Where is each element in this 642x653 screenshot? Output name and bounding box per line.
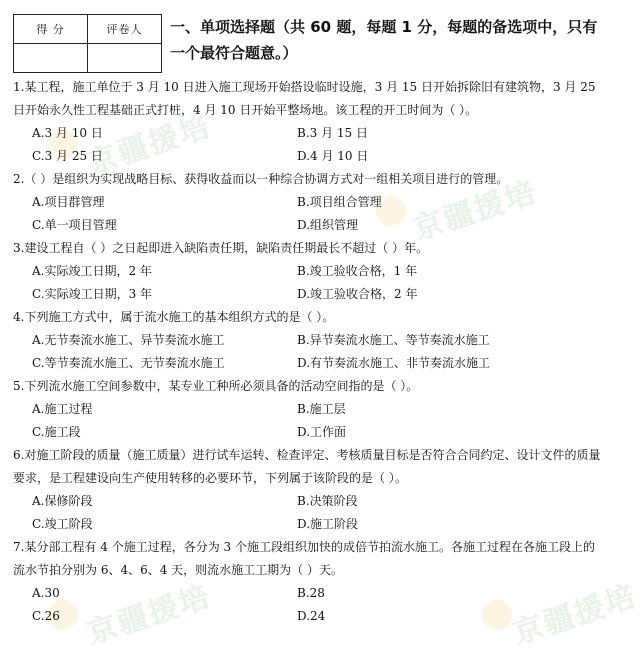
section-title: 一、单项选择题（共 60 题，每题 1 分，每题的备选项中，只有一个最符合题意。）	[170, 18, 598, 62]
option-b: B.决策阶段	[297, 494, 358, 508]
question-text: 1.某工程，施工单位于 3 月 10 日进入施工现场开始搭设临时设施，3 月 15 日开始拆除旧有建筑物，3 月 25 日开始永久性工程基础正式打桩，4 月 10 日开始平整场地。该工程的开工时间为（ ）。	[13, 80, 596, 117]
option-b: B.3 月 15 日	[297, 126, 368, 140]
option-d: D.工作面	[297, 425, 347, 439]
question-2	[13, 168, 601, 237]
score-table	[13, 14, 162, 73]
option-a: A.无节奏流水施工、异节奏流水施工	[32, 333, 225, 347]
option-a: A.施工过程	[32, 402, 93, 416]
question-text: 4.下列施工方式中，属于流水施工的基本组织方式的是（ ）。	[13, 310, 335, 324]
question-5	[13, 375, 601, 444]
options	[13, 329, 601, 375]
option-d: D.组织管理	[297, 218, 359, 232]
question-text: 7.某分部工程有 4 个施工过程，各分为 3 个施工段组织加快的成倍节拍流水施工。各施工过程在各施工段上的流水节拍分别为 6、4、6、4 天，则流水施工工期为（ ）天。	[13, 540, 595, 577]
question-4	[13, 306, 601, 375]
option-a: A.30	[32, 586, 60, 600]
question-6	[13, 444, 601, 536]
question-text: 5.下列流水施工空间参数中，某专业工种所必须具备的活动空间指的是（ ）。	[13, 379, 419, 393]
watermark-text: 京疆援培	[82, 108, 216, 182]
question-text: 2.（ ）是组织为实现战略目标、获得收益而以一种综合协调方式对一组相关项目进行的管理。	[13, 172, 509, 186]
option-c: C.26	[32, 609, 60, 623]
option-b: B.项目组合管理	[297, 195, 382, 209]
option-b: B.异节奏流水施工、等节奏流水施工	[297, 333, 490, 347]
options	[13, 582, 601, 628]
option-c: C.单一项目管理	[32, 218, 117, 232]
question-1	[13, 76, 601, 168]
question-7	[13, 536, 601, 628]
option-d: D.竣工验收合格，2 年	[297, 287, 418, 301]
option-a: A.实际竣工日期，2 年	[32, 264, 152, 278]
options	[13, 260, 601, 306]
option-a: A.保修阶段	[32, 494, 93, 508]
option-b: B.竣工验收合格，1 年	[297, 264, 418, 278]
question-3	[13, 237, 601, 306]
watermark-text: 京疆援培	[82, 578, 216, 652]
question-text: 6.对施工阶段的质量（施工质量）进行试车运转、检查评定、考核质量目标是否符合合同约定、设计文件的质量要求，是工程建设向生产使用转移的必要环节，下列属于该阶段的是（ ）。	[13, 448, 601, 485]
option-a: A.项目群管理	[32, 195, 105, 209]
option-d: D.24	[297, 609, 326, 623]
grader-cell	[88, 44, 162, 73]
options	[13, 191, 601, 237]
options	[13, 122, 601, 168]
option-d: D.有节奏流水施工、非节奏流水施工	[297, 356, 491, 370]
option-b: B.28	[297, 586, 325, 600]
score-cell	[14, 44, 88, 73]
options	[13, 490, 601, 536]
option-d: D.施工阶段	[297, 517, 359, 531]
options	[13, 398, 601, 444]
option-b: B.施工层	[297, 402, 346, 416]
option-d: D.4 月 10 日	[297, 149, 369, 163]
question-list	[13, 76, 601, 628]
option-c: C.实际竣工日期，3 年	[32, 287, 153, 301]
score-label: 得 分	[14, 15, 88, 44]
option-c: C.施工段	[32, 425, 81, 439]
question-text: 3.建设工程自（ ）之日起即进入缺陷责任期，缺陷责任期最长不超过（ ）年。	[13, 241, 429, 255]
option-c: C.3 月 25 日	[32, 149, 103, 163]
option-c: C.等节奏流水施工、无节奏流水施工	[32, 356, 225, 370]
option-a: A.3 月 10 日	[32, 126, 103, 140]
watermark-text: 京疆援培	[508, 578, 642, 652]
grader-label: 评卷人	[88, 15, 162, 44]
option-c: C.竣工阶段	[32, 517, 93, 531]
watermark-text: 京疆援培	[408, 174, 542, 248]
